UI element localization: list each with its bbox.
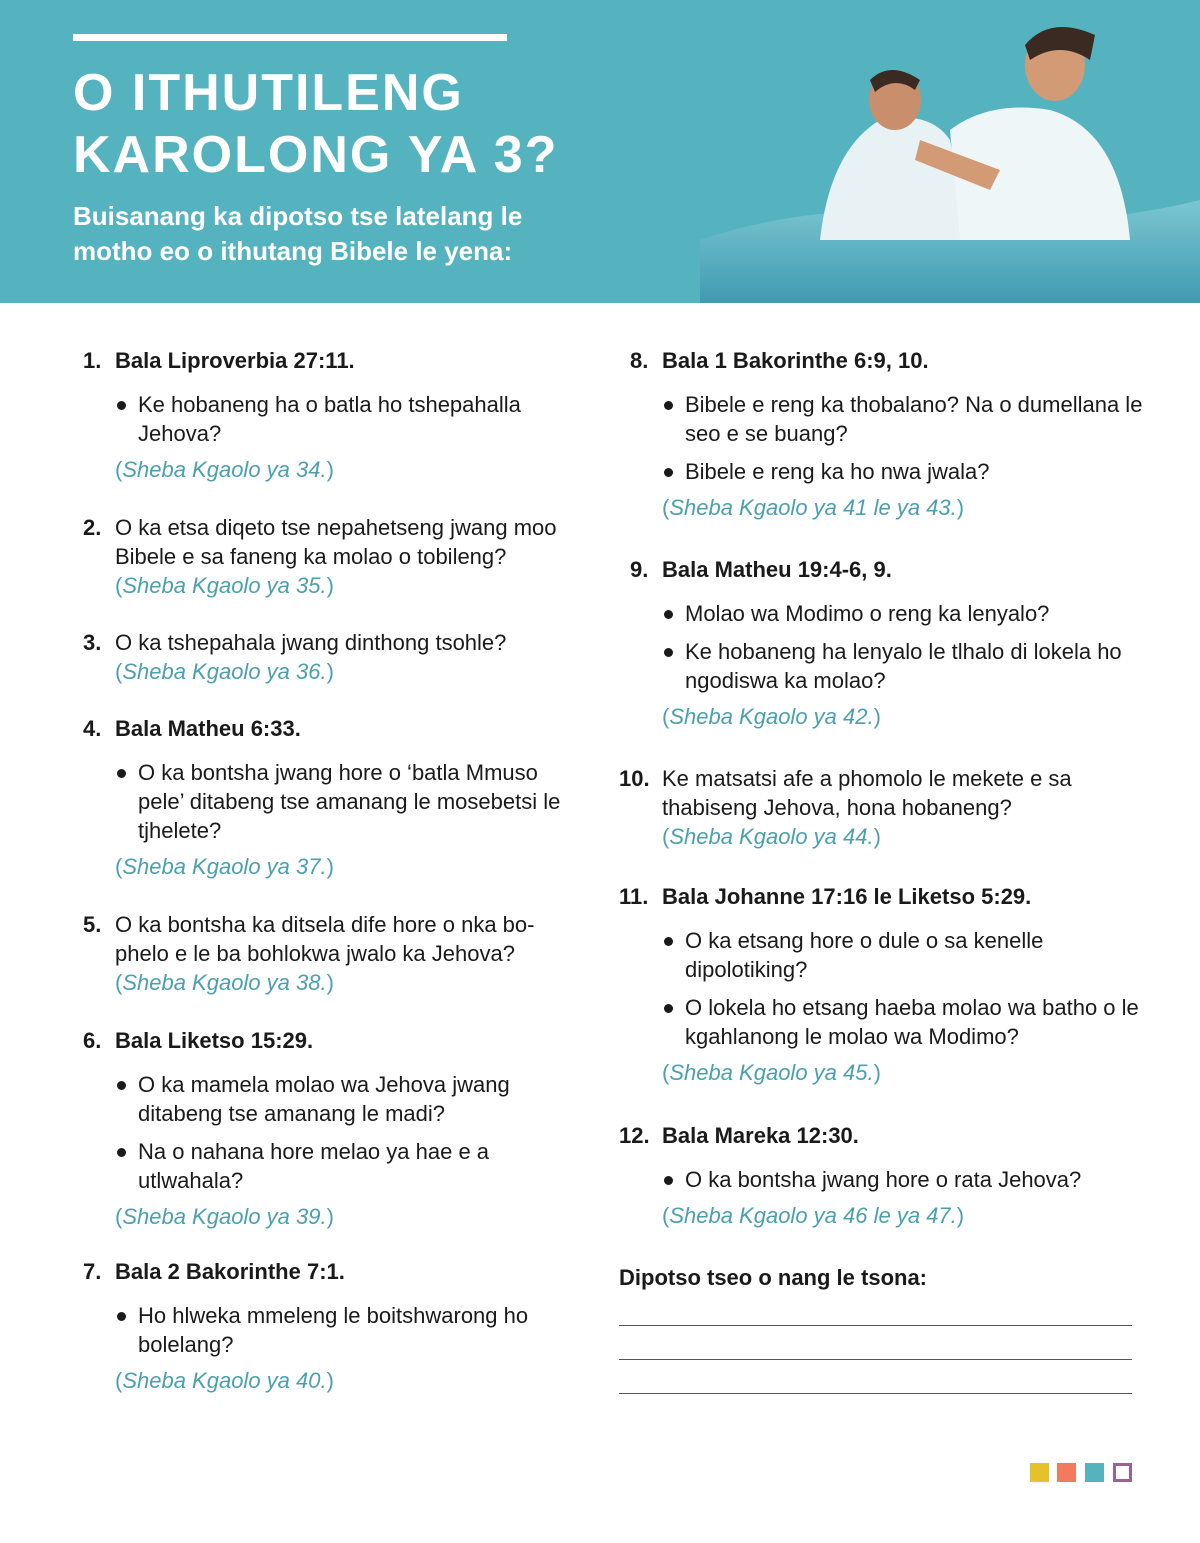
reference-text: Sheba Kgaolo ya 37. <box>122 854 327 879</box>
question-bullet: O ka mamela molao wa Jehova jwang ditabeng tse amanang le madi? <box>115 1070 583 1128</box>
question-bullet: O ka etsang hore o dule o sa kenelle dipolotiking? <box>662 926 1139 984</box>
question-heading: Bala Matheu 6:33. <box>115 716 301 741</box>
question-text: Ke matsatsi afe a phomolo le mekete e sa thabiseng Jehova, hona hobaneng? <box>662 766 1072 820</box>
question-item <box>83 714 583 881</box>
reference-text: Sheba Kgaolo ya 46 le ya 47. <box>669 1203 957 1228</box>
reference-link[interactable]: (Sheba Kgaolo ya 45.) <box>662 1060 881 1085</box>
reference-link[interactable]: (Sheba Kgaolo ya 40.) <box>115 1368 334 1393</box>
reference-link[interactable]: (Sheba Kgaolo ya 37.) <box>115 854 334 879</box>
question-bullet: Bibele e reng ka thobalano? Na o dumellana le seo e se buang? <box>662 390 1150 448</box>
header-banner <box>0 0 1200 303</box>
question-heading: Bala Liproverbia 27:11. <box>115 348 355 373</box>
subtitle <box>73 199 522 269</box>
reference-link[interactable]: (Sheba Kgaolo ya 42.) <box>662 704 881 729</box>
question-number: 6. <box>83 1028 102 1053</box>
question-bullet: Bibele e reng ka ho nwa jwala? <box>662 457 1150 486</box>
reference-text: Sheba Kgaolo ya 44. <box>669 824 874 849</box>
baptism-illustration <box>700 0 1200 303</box>
question-heading: Bala Liketso 15:29. <box>115 1028 314 1053</box>
own-questions-section <box>619 1263 1139 1394</box>
title-line: KAROLONG YA 3? <box>73 126 559 184</box>
question-number: 8. <box>630 348 649 373</box>
reference-text: Sheba Kgaolo ya 40. <box>122 1368 327 1393</box>
question-item <box>83 910 583 997</box>
question-item <box>83 346 583 484</box>
answer-line[interactable] <box>619 1359 1132 1360</box>
own-questions-label: Dipotso tseo o nang le tsona: <box>619 1265 928 1290</box>
reference-text: Sheba Kgaolo ya 39. <box>122 1204 327 1229</box>
question-item <box>83 628 583 686</box>
reference-link[interactable]: (Sheba Kgaolo ya 46 le ya 47.) <box>662 1203 965 1228</box>
question-text: O ka bontsha ka ditsela dife hore o nka bo-phelo e le ba bohlokwa jwalo ka Jehova? <box>115 912 535 966</box>
page-title <box>73 62 559 186</box>
question-heading: Bala 1 Bakorinthe 6:9, 10. <box>662 348 929 373</box>
reference-link[interactable]: (Sheba Kgaolo ya 35.) <box>115 573 334 598</box>
teal-square-icon <box>1085 1463 1104 1482</box>
question-item <box>619 1121 1139 1230</box>
question-number: 11. <box>619 884 649 909</box>
purple-outline-square-icon <box>1113 1463 1132 1482</box>
reference-link[interactable]: (Sheba Kgaolo ya 39.) <box>115 1204 334 1229</box>
yellow-square-icon <box>1030 1463 1049 1482</box>
question-bullet: Ke hobaneng ha o batla ho tshepahalla Jehova? <box>115 390 583 448</box>
question-text: O ka etsa diqeto tse nepahetseng jwang moo Bibele e sa faneng ka molao o tobileng? <box>115 515 557 569</box>
question-item <box>83 1026 583 1231</box>
answer-line[interactable] <box>619 1393 1132 1394</box>
question-item <box>630 555 1150 731</box>
question-number: 12. <box>619 1123 650 1148</box>
reference-link[interactable]: (Sheba Kgaolo ya 41 le ya 43.) <box>662 495 965 520</box>
question-bullet: O ka bontsha jwang hore o ‘batla Mmuso pele’ ditabeng tse amanang le mosebetsi le tjhelete? <box>115 758 583 845</box>
reference-link[interactable]: (Sheba Kgaolo ya 34.) <box>115 457 334 482</box>
question-item <box>619 882 1139 1087</box>
question-bullet: O lokela ho etsang haeba molao wa batho o le kgahlanong le molao wa Modimo? <box>662 993 1139 1051</box>
question-number: 9. <box>630 557 649 582</box>
question-heading: Bala Matheu 19:4-6, 9. <box>662 557 892 582</box>
reference-link[interactable]: (Sheba Kgaolo ya 36.) <box>115 659 334 684</box>
question-heading: Bala Johanne 17:16 le Liketso 5:29. <box>662 884 1032 909</box>
question-item <box>83 513 583 600</box>
question-bullet: Ke hobaneng ha lenyalo le tlhalo di lokela ho ngodiswa ka molao? <box>662 637 1150 695</box>
question-bullet: Molao wa Modimo o reng ka lenyalo? <box>662 599 1150 628</box>
orange-square-icon <box>1057 1463 1076 1482</box>
question-number: 4. <box>83 716 102 741</box>
question-number: 10. <box>619 766 650 791</box>
reference-link[interactable]: (Sheba Kgaolo ya 44.) <box>662 824 881 849</box>
subtitle-line: Buisanang ka dipotso tse latelang le <box>73 201 523 231</box>
question-heading: Bala 2 Bakorinthe 7:1. <box>115 1259 345 1284</box>
question-item <box>630 346 1150 522</box>
question-bullet: Na o nahana hore melao ya hae e a utlwahala? <box>115 1137 583 1195</box>
reference-text: Sheba Kgaolo ya 38. <box>122 970 327 995</box>
question-number: 2. <box>83 515 102 540</box>
answer-line[interactable] <box>619 1325 1132 1326</box>
reference-text: Sheba Kgaolo ya 45. <box>669 1060 874 1085</box>
question-number: 1. <box>83 348 102 373</box>
reference-text: Sheba Kgaolo ya 42. <box>669 704 874 729</box>
question-item <box>83 1257 583 1395</box>
question-item <box>619 764 1139 851</box>
reference-link[interactable]: (Sheba Kgaolo ya 38.) <box>115 970 334 995</box>
subtitle-line: motho eo o ithutang Bibele le yena: <box>73 236 513 266</box>
reference-text: Sheba Kgaolo ya 35. <box>122 573 327 598</box>
question-number: 5. <box>83 912 102 937</box>
question-bullet: Ho hlweka mmeleng le boitshwarong ho bolelang? <box>115 1301 583 1359</box>
answer-lines[interactable] <box>619 1325 1139 1394</box>
reference-text: Sheba Kgaolo ya 34. <box>122 457 327 482</box>
question-heading: Bala Mareka 12:30. <box>662 1123 859 1148</box>
header-rule <box>73 34 507 41</box>
question-text: O ka tshepahala jwang dinthong tsohle? <box>115 630 507 655</box>
reference-text: Sheba Kgaolo ya 36. <box>122 659 327 684</box>
title-line: O ITHUTILENG <box>73 64 464 122</box>
question-number: 3. <box>83 630 102 655</box>
reference-text: Sheba Kgaolo ya 41 le ya 43. <box>669 495 957 520</box>
question-bullet: O ka bontsha jwang hore o rata Jehova? <box>662 1165 1139 1194</box>
question-number: 7. <box>83 1259 102 1284</box>
